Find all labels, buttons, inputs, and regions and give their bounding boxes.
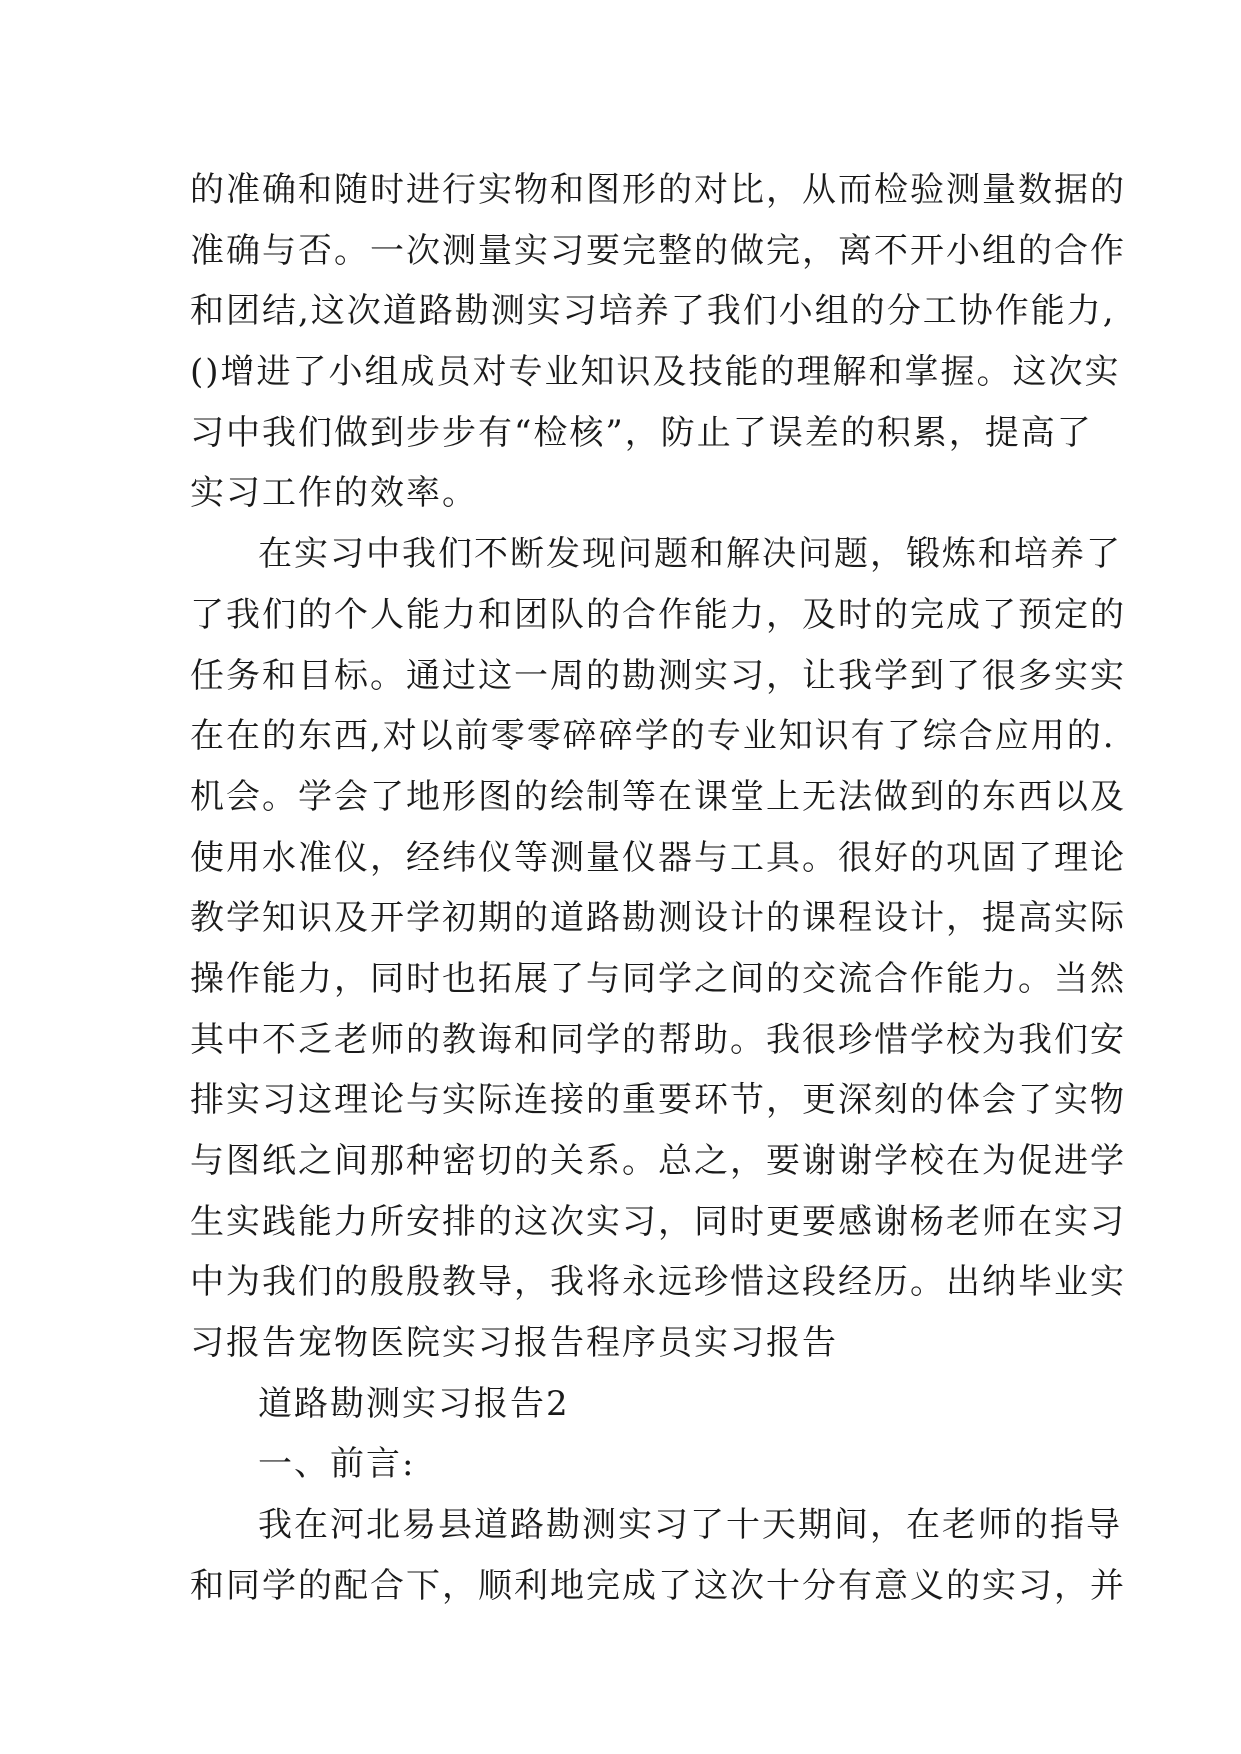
text-line: 生实践能力所安排的这次实习，同时更要感谢杨老师在实习 [190, 1201, 1126, 1242]
text-line: 任务和目标。通过这一周的勘测实习，让我学到了很多实实 [190, 655, 1126, 696]
text-line: 的准确和随时进行实物和图形的对比，从而检验测量数据的 [190, 170, 1126, 210]
text-line: 和团结,这次道路勘测实习培养了我们小组的分工协作能力, [190, 291, 1116, 332]
text-line: 了我们的个人能力和团队的合作能力，及时的完成了预定的 [190, 594, 1126, 635]
text-line: ()增进了小组成员对专业知识及技能的理解和掌握。这次实 [190, 352, 1121, 393]
text-line: 习报告宠物医院实习报告程序员实习报告 [190, 1323, 838, 1364]
text-line: 准确与否。一次测量实习要完整的做完，离不开小组的合作 [190, 230, 1126, 271]
section-heading: 一、前言: [258, 1444, 416, 1485]
text-line: 和同学的配合下，顺利地完成了这次十分有意义的实习，并 [190, 1565, 1126, 1606]
body-text [190, 160, 1126, 1617]
paragraph-start-line: 在实习中我们不断发现问题和解决问题，锻炼和培养了 [258, 534, 1122, 575]
text-line: 操作能力，同时也拓展了与同学之间的交流合作能力。当然 [190, 958, 1126, 999]
text-line: 习中我们做到步步有“检核”，防止了误差的积累，提高了 [190, 412, 1093, 453]
text-line: 实习工作的效率。 [190, 473, 478, 514]
text-line: 与图纸之间那种密切的关系。总之，要谢谢学校在为促进学 [190, 1141, 1126, 1181]
text-line: 使用水准仪，经纬仪等测量仪器与工具。很好的巩固了理论 [190, 837, 1126, 878]
paragraph-start-line: 我在河北易县道路勘测实习了十天期间，在老师的指导 [258, 1505, 1122, 1546]
text-line: 教学知识及开学初期的道路勘测设计的课程设计，提高实际 [190, 898, 1126, 939]
text-line: 中为我们的殷殷教导，我将永远珍惜这段经历。出纳毕业实 [190, 1262, 1126, 1303]
text-line: 排实习这理论与实际连接的重要环节，更深刻的体会了实物 [190, 1080, 1126, 1121]
section-title: 道路勘测实习报告2 [258, 1383, 570, 1424]
text-line: 其中不乏老师的教诲和同学的帮助。我很珍惜学校为我们安 [190, 1019, 1126, 1060]
text-line: 在在的东西,对以前零零碎碎学的专业知识有了综合应用的. [190, 716, 1116, 757]
text-line: 机会。学会了地形图的绘制等在课堂上无法做到的东西以及 [190, 776, 1126, 817]
